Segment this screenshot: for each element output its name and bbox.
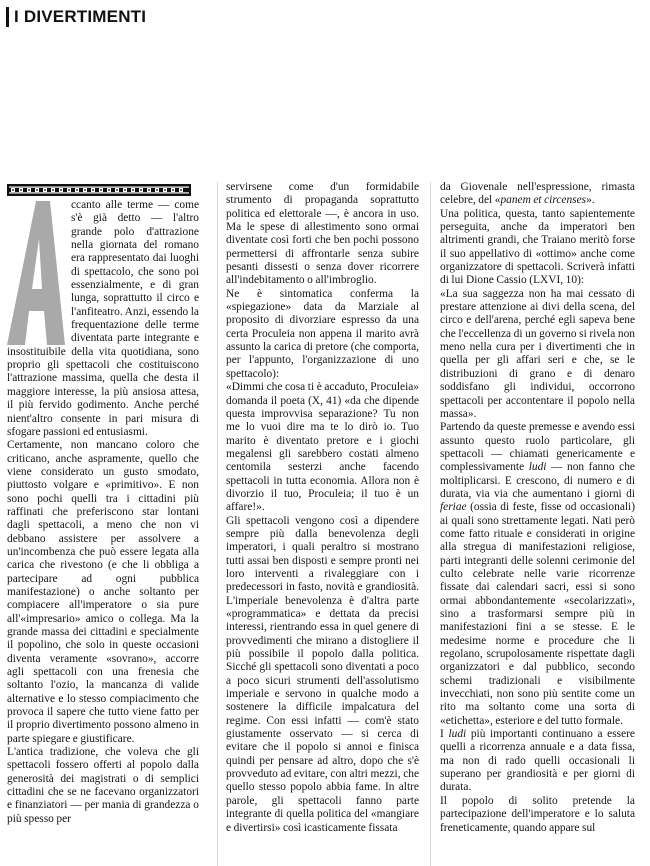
section-title: I DIVERTIMENTI xyxy=(14,7,147,26)
paragraph: L'antica tradizione, che voleva che gli spettacoli fossero offerti al popolo dalla generosità dei magistrati o di semplici cittadini che se ne facevano organizzatori e finanziatori — per mania di grandezza o più spesso per xyxy=(7,746,199,825)
column-divider xyxy=(430,182,431,866)
paragraph: Una politica, questa, tanto sapientemente perseguita, anche da imperatori ben altrimenti grandi, che Traiano meritò forse il suo appellativo di «ottimo» anche come organizzatore di spettacoli. Scriverà infatti di lui Dione Cassio (LXVI, 10): xyxy=(440,207,635,287)
text-run: I xyxy=(440,728,449,741)
text-column-1 xyxy=(7,182,199,826)
text-emphasis: panem et circenses xyxy=(500,194,587,207)
paragraph: Gli spettacoli vengono così a dipendere sempre più dalla benevolenza degli imperatori, i quali peraltro si mostrano tutti assai ben disposti e sempre pronti nei loro interventi a rivaleggiare con i predecessori in fasto, novità e grandiosità. L'imperiale benevolenza è d'altra parte «programmatica» e dettata da precisi interessi, rientrando essa in quel genere di provvedimenti che mirano a distogliere il più possibile il popolo dalla politica. Sicché gli spettacoli sono diventati a poco a poco sicuri strumenti dell'assolutismo imperiale e servono in qualche modo a sostenere la difficile impalcatura del regime. Con essi infatti — com'è stato giustamente osservato — si cerca di evitare che il popolo si annoi e finisca quindi per pensare ad altro, dopo che s'è provveduto ad evitare, con altri mezzi, che quello stesso popolo abbia fame. In altre parole, gli spettacoli fanno parte integrante di quella politica del «mangiare e divertirsi» così icasticamente fissata xyxy=(226,514,419,834)
text-run: da Giovenale nell'espressione, rimasta celebre, del « xyxy=(440,181,635,207)
text-run: — non fanno che moltiplicarsi. E crescono, di numero e di durata, via via che aumentano i giorni di xyxy=(440,461,635,500)
paragraph: Ne è sintomatica conferma la «spiegazione» data da Marziale al proposito di divorziare espresso da una certa Proculeia non appena il marito avrà assunto la carica di pretore (che comporta, per l'appunto, l'organizzazione di uno spettacolo): xyxy=(226,287,419,380)
text-column-3 xyxy=(440,181,635,835)
paragraph: «Dimmi che cosa ti è accaduto, Proculeia» domanda il poeta (X, 41) «da che dipende questa improvvisa separazione? Tu non me lo vuoi dire ma te lo dirò io. Tuo marito è diventato pretore e i giochi megalensi gli sarebbero costati almeno centomila sesterzi anche facendo spettacoli in tutta economia. Allora non è divorzio il tuo, Proculeia; il tuo è un affare!». xyxy=(226,381,419,514)
text-emphasis: feriae xyxy=(440,501,467,514)
text-run: Partendo da queste premesse e avendo essi assunto questo ruolo particolare, gli spettacoli — chiamati genericamente e complessivamente xyxy=(440,421,635,474)
section-bar xyxy=(6,7,9,27)
greek-key-ornament xyxy=(7,184,191,196)
section-header xyxy=(6,4,146,30)
text-run: (ossia di feste, fisse od occasionali) ai quali sono strettamente legati. Nati però come fatto rituale e considerati in origine alla stregua di manifestazioni religiose, parti integranti delle solenni cerimonie del culto celebrate nelle varie ricorrenze fissate dai calendari sacri, essi si sono ormai abbondantemente «secolarizzati», sino a trasformarsi sempre più in manifestazioni fini a se stesse. E le medesime norme e procedure che li regolano, scrupolosamente rispettate dagli organizzatori e dal pubblico, secondo schemi tradizionali e visibilmente invecchiati, non sono più sentite come un rito ma soltanto come una sorta di «etichetta», esteriore e del tutto formale. xyxy=(440,501,635,727)
paragraph: Il popolo di solito pretende la partecipazione dell'imperatore e lo saluta freneticamente, quando appare sul xyxy=(440,794,635,834)
text-run: ». xyxy=(586,194,595,207)
paragraph: Certamente, non mancano coloro che criticano, anche aspramente, quello che viene considerato un gusto smodato, piuttosto volgare e «primitivo». E non sono pochi quelli tra i cittadini più raffinati che preferiscono star lontani dagli spettacoli, a meno che non vi debbano assistere per assolvere a un'incombenza che può essere legata alla carica che rivestono (e che li obbliga a partecipare ad ogni pubblica manifestazione) o anche soltanto per compiacere all'imperatore o sia pure all'«impresario» amico o collega. Ma la grande massa dei cittadini e specialmente il popolino, che solo in queste occasioni diventa veramente «sovrano», accorre agli spettacoli con una frenesia che soltanto l'ozio, la mancanza di valide alternative e lo stesso compiacimento che provoca il sapere che tutto viene fatto per il proprio divertimento possono almeno in parte spiegare e giustificare. xyxy=(7,439,199,745)
paragraph xyxy=(440,421,635,728)
paragraph xyxy=(440,728,635,795)
text-run: più importanti continuano a essere quelli a ricorrenza annuale e a data fissa, ma non di rado quelli occasionali li superano per grandiosità e per giorni di durata. xyxy=(440,728,635,794)
paragraph: «La sua saggezza non ha mai cessato di prestare attenzione ai divi della scena, del circo e dell'arena, perché egli sapeva bene che l'eccellenza di un governo si rivela non meno nella cura per i divertimenti che in quella per gli affari seri e che, se le distribuzioni di grano e di denaro soddisfano gli individui, occorrono spettacoli per accontentare il popolo nella massa». xyxy=(440,287,635,420)
column-divider xyxy=(217,182,218,866)
paragraph: servirsene come d'un formidabile strumento di propaganda soprattutto politica ed elettorale —, è ancora in uso. Ma le spese di allestimento sono ormai diventate così forti che ben pochi possono permettersi di affrontarle senza subire pesanti dissesti o senza dover ricorrere all'indebitamento o all'imbroglio. xyxy=(226,181,419,287)
paragraph: ccanto alle terme — come s'è già detto — l'altro grande polo d'attrazione nella giornata del romano era rappresentato dai luoghi di spettacolo, che sono poi essenzialmente, e di gran lunga, soprattutto il circo e l'anfiteatro. Anzi, essendo la frequentazione delle terme diventata parte integrante e insostituibile della vita quotidiana, sono proprio gli spettacoli che costituiscono l'attrazione massima, quella che desta il maggiore interesse, la più ansiosa attesa, il più fervido godimento. Anche perché nient'altro consente in pari misura di sfogare passioni ed entusiasmi. xyxy=(7,199,199,438)
dropcap-letter-a xyxy=(7,199,65,345)
text-column-2 xyxy=(226,181,419,835)
text-emphasis: ludi xyxy=(448,728,467,741)
paragraph xyxy=(440,181,635,208)
text-emphasis: ludi xyxy=(528,461,547,474)
